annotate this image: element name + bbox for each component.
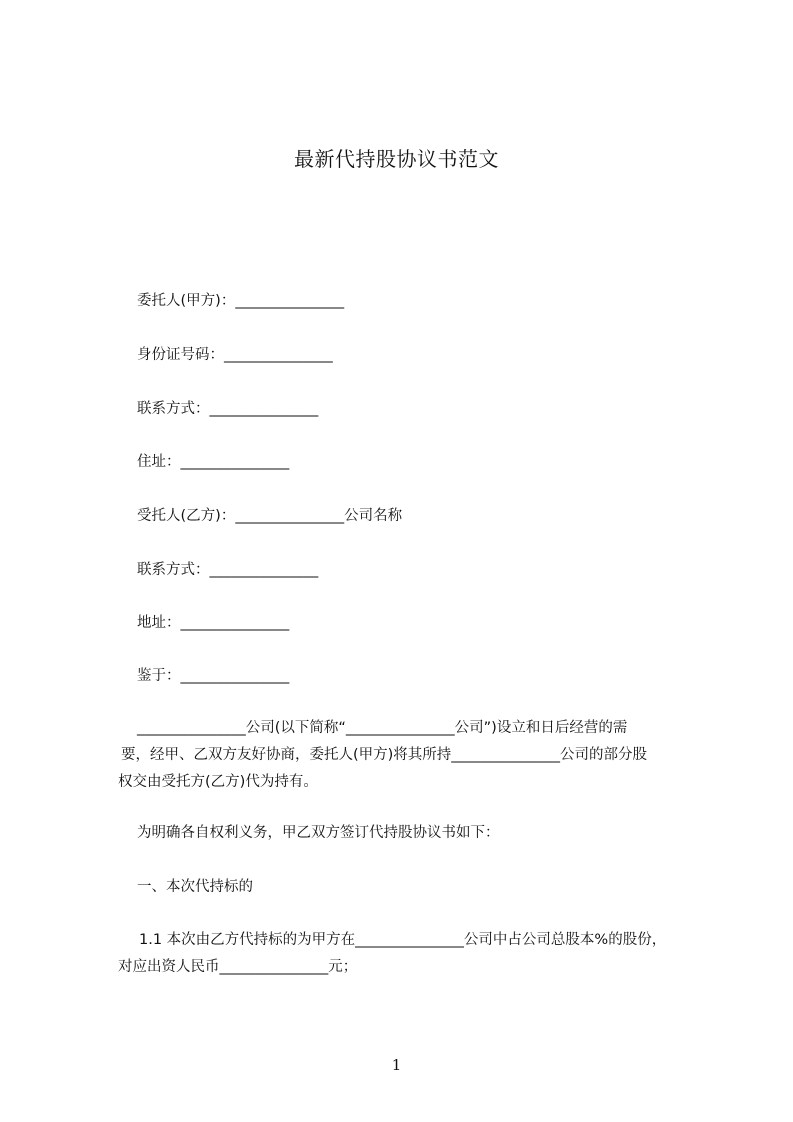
field-address-party-b: 地址：_______________ bbox=[137, 615, 290, 631]
whereas-paragraph bbox=[118, 715, 688, 796]
page-number: 1 bbox=[391, 1056, 402, 1074]
whereas-line-2: 要，经甲、乙双方友好协商，委托人(甲方)将其所持_______________公司的部分股 bbox=[121, 747, 648, 763]
document-title: 最新代持股协议书范文 bbox=[294, 147, 499, 171]
field-principal-party-a: 委托人(甲方)：_______________ bbox=[137, 293, 345, 309]
field-whereas: 鉴于：_______________ bbox=[137, 668, 290, 684]
whereas-line-3: 权交由受托方(乙方)代为持有。 bbox=[118, 774, 318, 790]
field-contact-party-b: 联系方式：_______________ bbox=[137, 562, 319, 578]
field-residence-address: 住址：_______________ bbox=[137, 454, 290, 470]
field-trustee-party-b: 受托人(乙方)：_______________公司名称 bbox=[137, 508, 403, 524]
clause-1-1-line-2: 对应出资人民币_______________元； bbox=[118, 959, 358, 975]
clause-1-1 bbox=[118, 927, 688, 981]
field-contact-party-a: 联系方式：_______________ bbox=[137, 401, 319, 417]
clause-1-1-line-1: 1.1 本次由乙方代持标的为甲方在_______________公司中占公司总股本%的股份， bbox=[139, 932, 667, 948]
section-1-heading: 一、本次代持标的 bbox=[137, 879, 253, 895]
whereas-line-1: _______________公司(以下简称“_______________公司”)设立和日后经营的需 bbox=[137, 720, 628, 736]
field-id-number: 身份证号码：_______________ bbox=[137, 347, 333, 363]
intro-sentence: 为明确各自权利义务，甲乙双方签订代持股协议书如下： bbox=[137, 825, 500, 841]
